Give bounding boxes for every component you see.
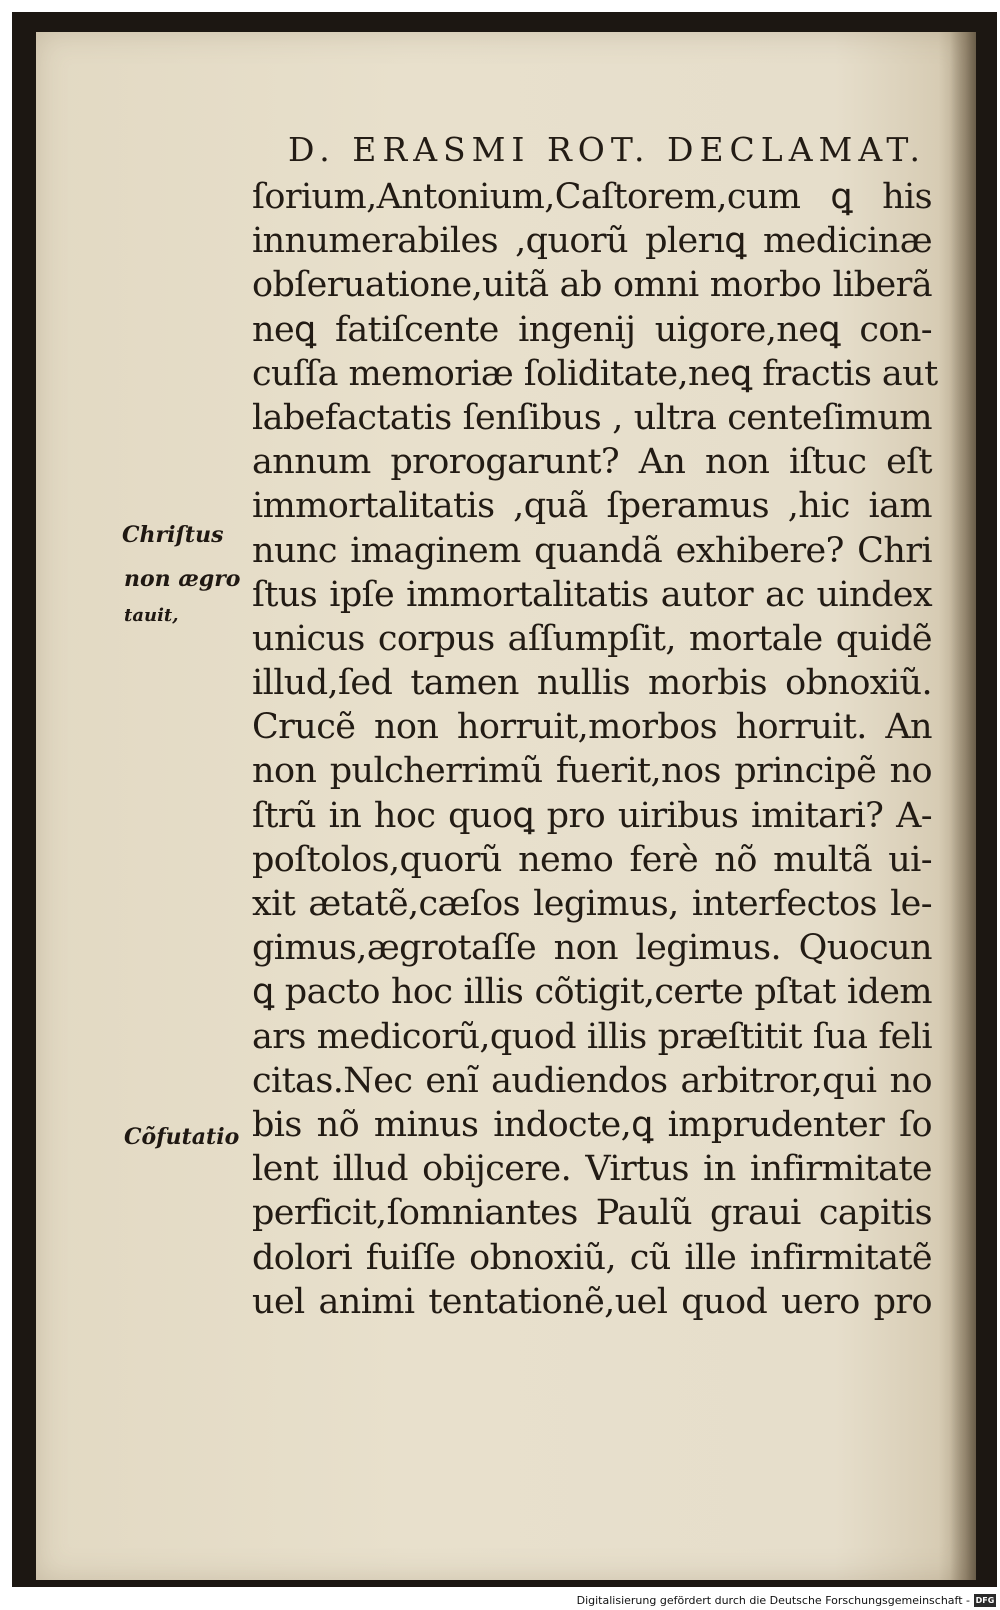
text-line: perficit,ſomniantes Paulũ graui capitis: [252, 1193, 932, 1234]
text-line: ars medicorũ,quod illis præſtitit ſua feli: [252, 1016, 932, 1057]
text-line: lent illud obijcere. Virtus in infirmitate: [252, 1149, 932, 1190]
text-line: immortalitatis ,quã ſperamus ,hic iam: [252, 486, 932, 527]
text-line: annum prorogarunt? An non iſtuc eſt: [252, 442, 932, 483]
text-line: Crucẽ non horruit,morbos horruit. An: [252, 707, 932, 748]
text-line: poſtolos,quorũ nemo ferè nõ multã ui-: [252, 839, 932, 880]
text-line: unicus corpus aſſumpſit, mortale quidẽ: [252, 618, 932, 659]
text-line: obſeruatione,uitã ab omni morbo liberã: [252, 265, 932, 306]
page-gutter-shadow: [950, 32, 976, 1580]
marginal-note-line: tauit,: [124, 605, 179, 626]
text-line: ſorium,Antonium,Caſtorem,cum ꝗ his: [252, 177, 932, 217]
text-line: dolori fuiſſe obnoxiũ, cũ ille infirmitatẽ: [252, 1237, 932, 1278]
marginal-note-line: non ægro: [124, 566, 241, 592]
running-head: D. ERASMI ROT. DECLAMAT.: [288, 130, 927, 169]
text-line: neꝗ fatiſcente ingenij uigore,neꝗ con-: [252, 309, 932, 350]
text-line: illud,ſed tamen nullis morbis obnoxiũ.: [252, 663, 932, 704]
text-line: ſtus ipſe immortalitatis autor ac uindex: [252, 574, 932, 615]
text-line: labefactatis ſenſibus , ultra centeſimum: [252, 397, 932, 438]
text-line: cuſſa memoriæ ſoliditate,neꝗ fractis aut: [252, 353, 938, 394]
text-line: non pulcherrimũ fuerit,nos principẽ no: [252, 751, 932, 792]
footer-credit: Digitalisierung gefördert durch die Deutsche Forschungsgemeinschaft -: [576, 1594, 970, 1607]
text-line: xit ætatẽ,cæſos legimus, interfectos le-: [252, 884, 932, 924]
marginal-note-confutatio: Cõfutatio: [124, 1124, 240, 1150]
text-line: ſtrũ in hoc quoꝗ pro uiribus imitari? A-: [252, 795, 932, 836]
main-text-block: [252, 175, 938, 1324]
text-line: gimus,ægrotaſſe non legimus. Quocun: [252, 928, 932, 969]
text-line: bis nõ minus indocte,ꝗ imprudenter ſo: [252, 1104, 932, 1145]
text-line: nunc imaginem quandã exhibere? Chri: [252, 530, 932, 571]
text-line: citas.Nec enĩ audiendos arbitror,qui no: [252, 1060, 932, 1101]
dfg-logo: DFG: [975, 1596, 995, 1605]
text-line: ꝗ pacto hoc illis cõtigit,certe pſtat idem: [252, 972, 932, 1013]
text-line: uel animi tentationẽ,uel quod uero pro: [252, 1281, 932, 1322]
marginal-note-line: Chriſtus: [122, 522, 224, 548]
text-line: innumerabiles ,quorũ plerıꝗ medicinæ: [252, 221, 932, 262]
